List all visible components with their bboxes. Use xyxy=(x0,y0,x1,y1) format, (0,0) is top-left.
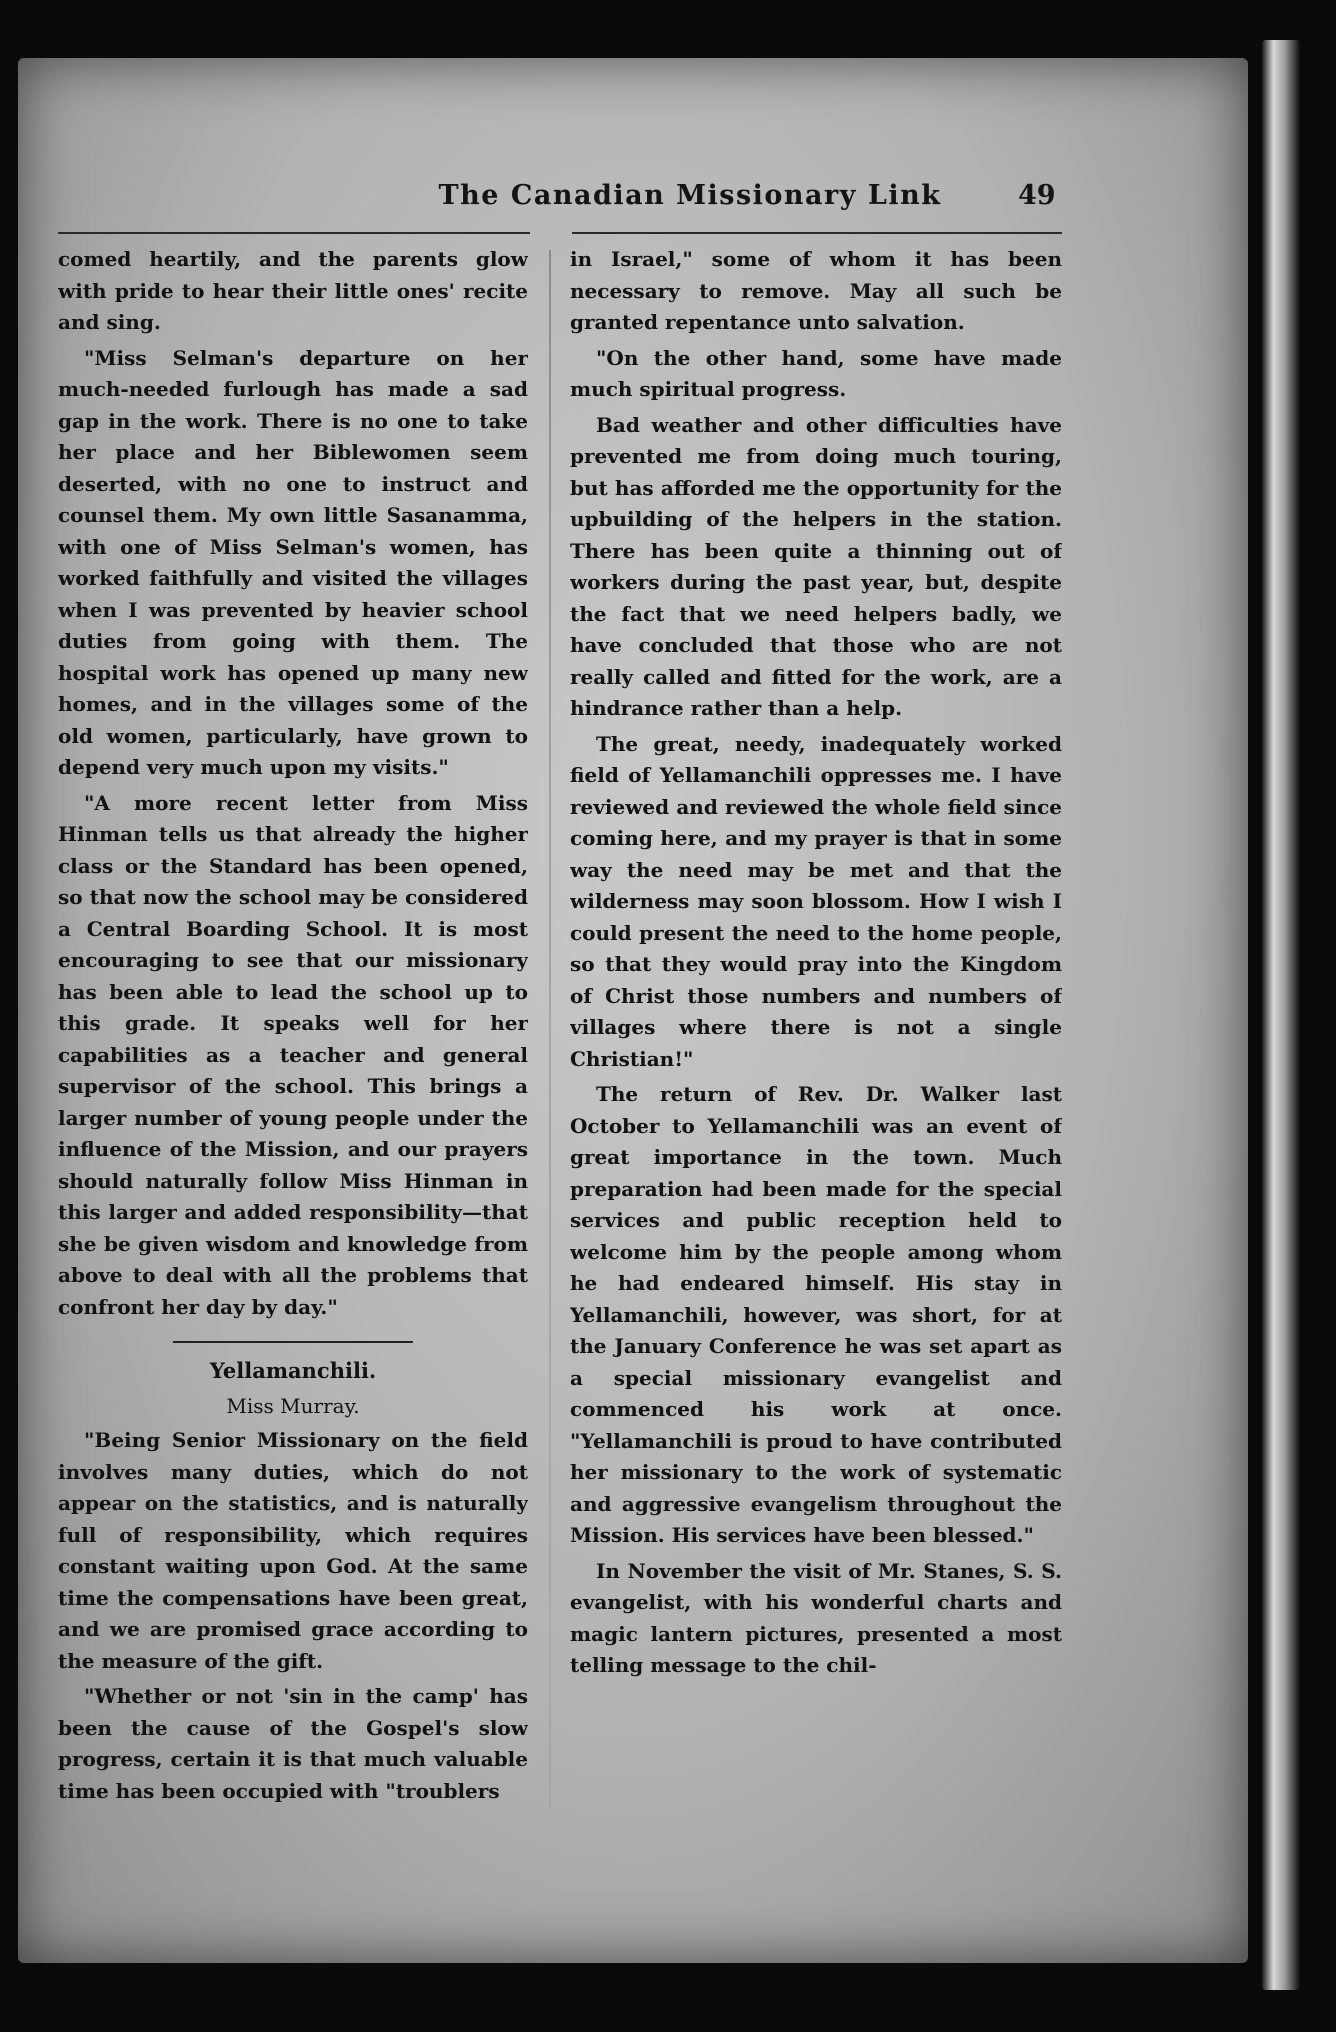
paragraph: In November the visit of Mr. Stanes, S. S. evangelist, with his wonderful charts and magic lantern pictures, presented a most telling message to the chil- xyxy=(570,1558,1062,1677)
column-divider xyxy=(549,250,551,1810)
section-subtitle: Miss Murray. xyxy=(226,1394,360,1418)
paragraph: Bad weather and other difficulties have prevented me from doing much touring, but has afforded me the opportunity for the upbuilding of the helpers in the station. There has been quite a thinning out of workers during the past year, but, despite the fact that we need helpers badly, we have concluded that those who are not really called and fitted for the work, are a hindrance rather than a help. xyxy=(570,412,1062,720)
paragraph: "Miss Selman's departure on her much-needed furlough has made a sad gap in the work. There is no one to take her place and her Biblewomen seem deserted, with no one to instruct and counsel them. My own little Sasanamma, with one of Miss Selman's women, has worked faithfully and visited the villages when I was prevented by heavier school duties from going with them. The hospital work has opened up many new homes, and in the villages some of the old women, particularly, have grown to depend very much upon my visits." xyxy=(58,345,528,779)
right-column xyxy=(570,244,1062,1824)
left-column xyxy=(58,244,528,1824)
header-rule-left xyxy=(58,232,530,234)
running-header: The Canadian Missionary Link xyxy=(438,180,942,211)
section-title: Yellamanchili. xyxy=(209,1358,377,1383)
paragraph: "Whether or not 'sin in the camp' has been the cause of the Gospel's slow progress, certain it is that much valuable time has been occupied with "troublers xyxy=(58,1684,528,1803)
section-divider xyxy=(173,1341,413,1343)
paragraph: The great, needy, inadequately worked field of Yellamanchili oppresses me. I have reviewed and reviewed the whole field since coming here, and my prayer is that in some way the need may be met and that the wilderness may soon blossom. How I wish I could present the need to the home people, so that they would pray into the Kingdom of Christ those numbers and numbers of villages where there is not a single Christian!" xyxy=(570,731,1062,1071)
paragraph: "A more recent letter from Miss Hinman tells us that already the higher class or the Standard has been opened, so that now the school may be considered a Central Boarding School. It is most encouraging to see that our missionary has been able to lead the school up to this grade. It speaks well for her capabilities as a teacher and general supervisor of the school. This brings a larger number of young people under the influence of the Mission, and our prayers should naturally follow Miss Hinman in this larger and added responsibility—that she be given wisdom and knowledge from above to deal with all the problems that confront her day by day." xyxy=(58,790,528,1319)
paragraph: comed heartily, and the parents glow with pride to hear their little ones' recite and sing. xyxy=(58,247,528,334)
paragraph: "On the other hand, some have made much spiritual progress. xyxy=(570,345,1062,401)
paragraph: "Being Senior Missionary on the field involves many duties, which do not appear on the statistics, and is naturally full of responsibility, which requires constant waiting upon God. At the same time the compensations have been great, and we are promised grace according to the measure of the gift. xyxy=(58,1428,528,1673)
binding-edge xyxy=(1262,40,1300,1990)
header-rule-right xyxy=(572,232,1062,234)
page-number: 49 xyxy=(1018,180,1056,211)
paragraph: The return of Rev. Dr. Walker last October to Yellamanchili was an event of great importance in the town. Much preparation had been made for the special services and public reception held to welcome him by the people among whom he had endeared himself. His stay in Yellamanchili, however, was short, for at the January Conference he was set apart as a special missionary evangelist and commenced his work at once. "Yellamanchili is proud to have contributed her missionary to the work of systematic and aggressive evangelism throughout the Mission. His services have been blessed." xyxy=(570,1082,1062,1547)
paragraph: in Israel," some of whom it has been necessary to remove. May all such be granted repentance unto salvation. xyxy=(570,247,1062,334)
